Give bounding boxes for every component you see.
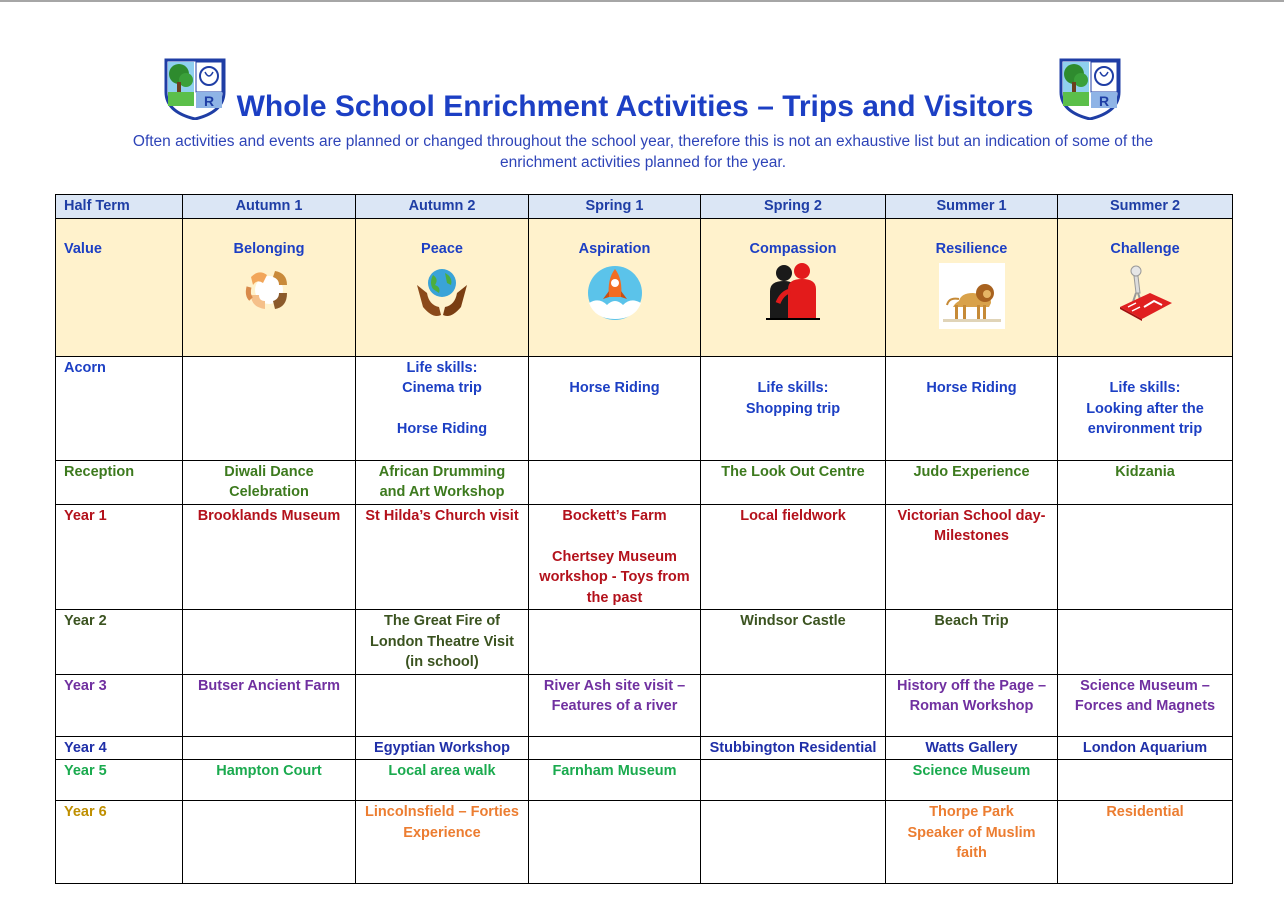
column-header: Half Term	[56, 195, 183, 219]
cell-text: Forces and Magnets	[1074, 698, 1216, 714]
value-cell	[183, 218, 356, 356]
spacer	[890, 358, 1053, 379]
cell-text: River Ash site visit –	[543, 677, 686, 694]
spacer	[533, 526, 696, 547]
table-header-row	[56, 195, 1233, 219]
cell-text: African Drumming	[378, 463, 506, 480]
table-cell	[1058, 760, 1233, 801]
table-cell	[356, 356, 529, 460]
spacer	[1062, 358, 1228, 379]
row-label: Reception	[56, 460, 183, 504]
table-cell: Science Museum	[886, 760, 1058, 801]
table-cell	[529, 801, 701, 884]
enrichment-table	[55, 194, 1233, 884]
cell-text: and Art Workshop	[379, 484, 505, 500]
cell-text: Bockett’s Farm	[562, 507, 667, 524]
cell-text: Life skills:	[1109, 380, 1181, 396]
table-cell: London Aquarium	[1058, 736, 1233, 760]
cell-text: Horse Riding	[926, 380, 1017, 396]
subtitle-line: enrichment activities planned for the year.	[499, 154, 787, 171]
table-cell	[529, 736, 701, 760]
value-label: Challenge	[1110, 240, 1180, 257]
table-cell	[886, 801, 1058, 884]
cell-text: Horse Riding	[396, 421, 488, 437]
table-cell	[529, 460, 701, 504]
value-cell	[701, 218, 886, 356]
table-cell	[701, 674, 886, 736]
row-label: Year 4	[56, 736, 183, 760]
top-rule	[0, 0, 1284, 2]
value-cell	[886, 218, 1058, 356]
column-header: Summer 2	[1058, 195, 1233, 219]
value-label: Compassion	[749, 240, 837, 257]
page-title: Whole School Enrichment Activities – Trips and Visitors	[236, 90, 1034, 123]
cell-text: Diwali Dance	[224, 463, 314, 480]
spacer	[533, 358, 696, 379]
table-cell	[356, 801, 529, 884]
table-cell: Brooklands Museum	[183, 504, 356, 610]
cell-text: workshop - Toys from	[539, 569, 690, 585]
table-cell	[183, 356, 356, 460]
cell-text: Milestones	[934, 528, 1009, 544]
table-cell	[701, 760, 886, 801]
column-header: Autumn 2	[356, 195, 529, 219]
table-cell: Residential	[1058, 801, 1233, 884]
table-row	[56, 801, 1233, 884]
row-label: Value	[56, 218, 183, 356]
cell-text: Thorpe Park	[929, 804, 1014, 820]
cell-text: faith	[956, 845, 987, 861]
cell-text: Features of a river	[551, 698, 678, 714]
table-cell	[701, 801, 886, 884]
cell-text: Life skills:	[757, 380, 829, 396]
cell-text: Chertsey Museum	[552, 548, 677, 565]
cell-text: (in school)	[405, 654, 479, 670]
value-label: Belonging	[233, 240, 305, 257]
table-cell: Butser Ancient Farm	[183, 674, 356, 736]
table-cell: Kidzania	[1058, 460, 1233, 504]
globe-in-hands-icon	[413, 263, 471, 323]
column-header: Summer 1	[886, 195, 1058, 219]
cell-text: Victorian School day-	[897, 507, 1046, 524]
value-cell	[356, 218, 529, 356]
cell-text: Celebration	[229, 484, 309, 500]
table-row	[56, 356, 1233, 460]
table-cell: St Hilda’s Church visit	[356, 504, 529, 610]
cell-text: Science Museum –	[1080, 677, 1210, 694]
row-label: Year 1	[56, 504, 183, 610]
table-cell: Hampton Court	[183, 760, 356, 801]
table-cell	[183, 460, 356, 504]
table-cell	[1058, 504, 1233, 610]
cell-text: Horse Riding	[569, 380, 660, 396]
table-cell: The Look Out Centre	[701, 460, 886, 504]
cell-text: the past	[586, 589, 643, 606]
cell-text: environment trip	[1087, 421, 1203, 437]
table-cell: Local area walk	[356, 760, 529, 801]
table-cell	[886, 356, 1058, 460]
value-label: Peace	[421, 240, 463, 257]
row-label: Year 6	[56, 801, 183, 884]
row-label: Year 3	[56, 674, 183, 736]
svg-text:R: R	[203, 93, 215, 109]
table-cell	[183, 610, 356, 675]
table-cell	[356, 610, 529, 675]
table-cell	[886, 674, 1058, 736]
table-cell: Stubbington Residential	[701, 736, 886, 760]
table-cell	[886, 504, 1058, 610]
spacer	[705, 358, 881, 379]
table-row	[56, 610, 1233, 675]
table-cell: Watts Gallery	[886, 736, 1058, 760]
table-cell: Local fieldwork	[701, 504, 886, 610]
table-cell	[183, 801, 356, 884]
value-label: Resilience	[935, 240, 1008, 257]
cell-text: Roman Workshop	[909, 698, 1034, 714]
subtitle-line: Often activities and events are planned or changed throughout the school year, therefore this is not an exhaustive list but an indication of some of the	[132, 133, 1154, 150]
row-label: Acorn	[56, 356, 183, 460]
value-cell	[529, 218, 701, 356]
next-level-steps-icon	[1116, 263, 1174, 321]
cell-text: History off the Page –	[896, 677, 1047, 694]
row-label: Year 5	[56, 760, 183, 801]
cell-text: Experience	[403, 824, 481, 841]
page-subtitle	[70, 131, 1216, 173]
cell-text: London Theatre Visit	[370, 633, 514, 650]
table-cell	[529, 674, 701, 736]
cell-text: Speaker of Muslim	[907, 824, 1036, 841]
table-cell: Farnham Museum	[529, 760, 701, 801]
table-cell	[529, 504, 701, 610]
cell-text: Life skills:	[406, 359, 478, 376]
row-label: Year 2	[56, 610, 183, 675]
table-cell	[1058, 674, 1233, 736]
cell-text: Cinema trip	[402, 380, 482, 396]
table-cell: Egyptian Workshop	[356, 736, 529, 760]
table-cell	[1058, 610, 1233, 675]
table-cell	[529, 356, 701, 460]
cell-text: Looking after the	[1086, 400, 1204, 417]
column-header: Autumn 1	[183, 195, 356, 219]
table-row	[56, 736, 1233, 760]
table-row	[56, 460, 1233, 504]
table-row	[56, 504, 1233, 610]
table-cell	[356, 674, 529, 736]
table-cell	[1058, 356, 1233, 460]
values-row	[56, 218, 1233, 356]
table-cell	[529, 610, 701, 675]
table-cell	[356, 460, 529, 504]
table-cell: Windsor Castle	[701, 610, 886, 675]
spacer	[360, 399, 524, 420]
cell-text: Lincolnsfield – Forties	[365, 804, 519, 820]
table-cell	[183, 736, 356, 760]
two-people-embrace-icon	[764, 263, 822, 321]
value-label: Aspiration	[578, 240, 651, 257]
svg-text:R: R	[1098, 93, 1110, 109]
value-cell	[1058, 218, 1233, 356]
lion-icon	[939, 263, 1005, 329]
cell-text: The Great Fire of	[383, 613, 501, 629]
table-cell	[701, 356, 886, 460]
table-cell: Beach Trip	[886, 610, 1058, 675]
table-row	[56, 760, 1233, 801]
cell-text: Shopping trip	[745, 400, 841, 417]
hands-circle-icon	[241, 263, 297, 317]
column-header: Spring 2	[701, 195, 886, 219]
table-row	[56, 674, 1233, 736]
table-cell: Judo Experience	[886, 460, 1058, 504]
rocket-icon	[585, 263, 645, 321]
column-header: Spring 1	[529, 195, 701, 219]
